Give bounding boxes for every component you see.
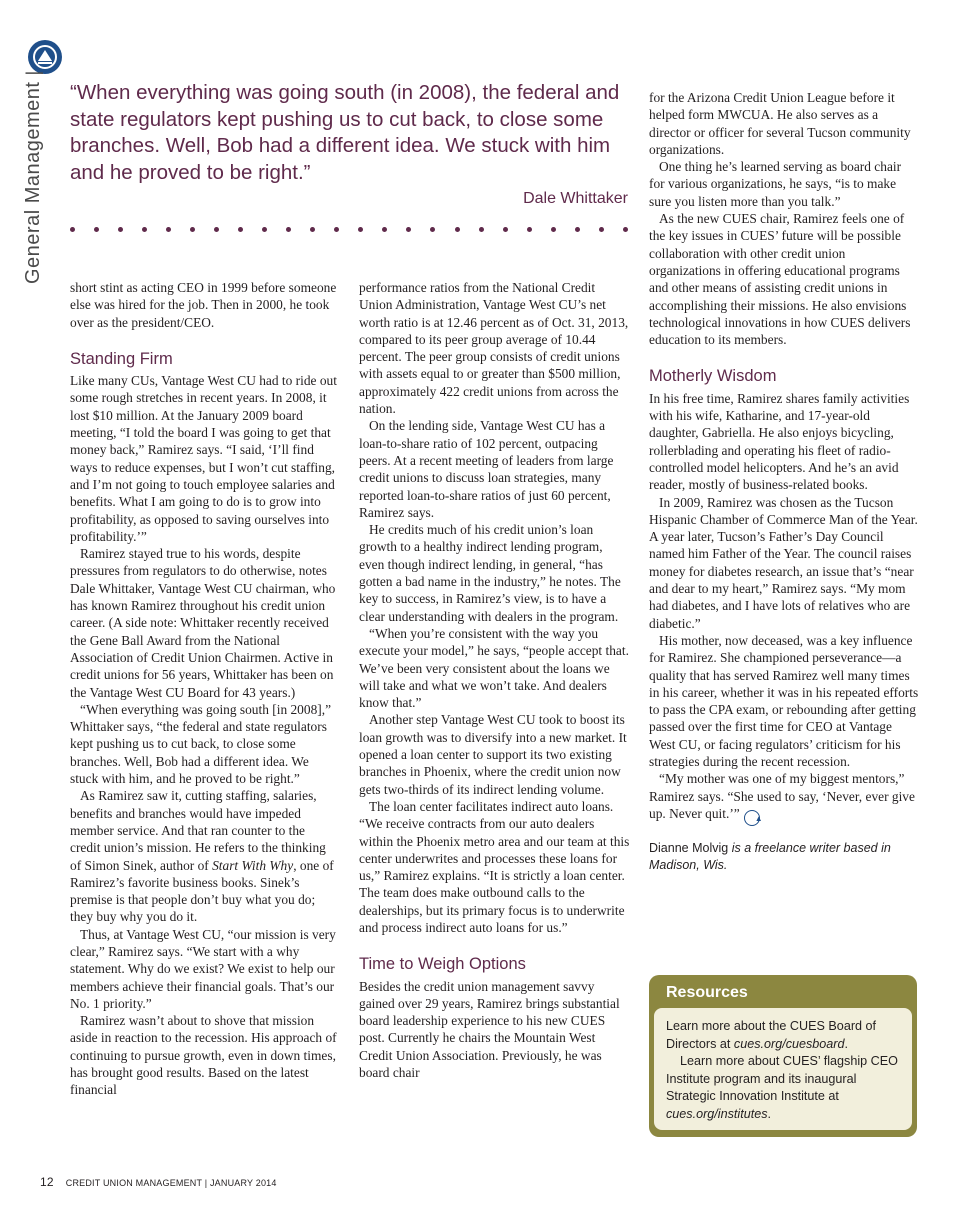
divider-dot: [118, 227, 123, 232]
resources-body: [654, 1008, 912, 1130]
paragraph: As Ramirez saw it, cutting staffing, salaries, benefits and branches would have impeded member service. And that ran counter to the credit union’s mission. He refers to the thinking of Simon Sinek, author of Start With Why, one of Ramirez’s favorite business books. Sinek’s premise is that people don’t buy what you do; they buy why you do it.: [70, 788, 334, 925]
cues-end-mark-icon: ▲: [744, 810, 760, 826]
paragraph: The loan center facilitates indirect auto loans. “We receive contracts from our auto dealers within the Phoenix metro area and our team at this center underwrites and processes these loans for us,” Ramirez explains. “It is strictly a loan center. The team does make outbound calls to the dealerships, but its primary focus is to underwrite and process indirect auto loans for us.”: [359, 798, 630, 935]
paragraph: One thing he’s learned serving as board chair for various organizations, he says, “is to make sure you listen more than you talk.”: [649, 159, 902, 209]
paragraph: “My mother was one of my biggest mentors,” Ramirez says. “She used to say, ‘Never, ever give up. Never quit.’” ▲: [649, 770, 919, 826]
author-name: Dianne Molvig: [649, 840, 729, 855]
article-column-3: [649, 89, 919, 874]
paragraph: short stint as acting CEO in 1999 before someone else was hired for the job. Then in 2000, he took over as the president/CEO.: [70, 280, 337, 330]
divider-dot: [382, 227, 387, 232]
issue-date: JANUARY 2014: [209, 1178, 277, 1188]
divider-dot: [503, 227, 508, 232]
paragraph: His mother, now deceased, was a key influence for Ramirez. She championed perseverance—a quality that has served Ramirez well many times in his career, whether it was in his repeated efforts to pass the CPA exam, or rebounding after getting passed over the first time for CEO at Vantage West CU, or facing regulators’ criticism for his strategies during the recent recession.: [649, 632, 919, 769]
divider-dot: [575, 227, 580, 232]
page-footer: [40, 1175, 277, 1189]
resources-title: Resources: [666, 984, 748, 1001]
divider-dot: [142, 227, 147, 232]
resources-box: [649, 975, 917, 1137]
divider-dot: [94, 227, 99, 232]
paragraph: Ramirez stayed true to his words, despite pressures from regulators to do otherwise, notes Dale Whittaker, Vantage West CU chairman, who has known Ramirez throughout his credit union career. (A side note: Whittaker recently received the Gene Ball Award from the National Association of Credit Union Chairmen. Active in credit unions for 56 years, Whittaker has been on the Vantage West CU Board for 43 years.): [70, 546, 336, 700]
publication-name: CREDIT UNION MANAGEMENT: [65, 1178, 203, 1188]
divider-dot: [262, 227, 267, 232]
cuesboard-link[interactable]: cues.org/cuesboard: [733, 1036, 845, 1051]
pull-quote-attribution: Dale Whittaker: [523, 190, 628, 207]
paragraph: In his free time, Ramirez shares family activities with his wife, Katharine, and 17-year-old daughter, Gabriella. He also enjoys bicycling, rollerblading and operating his fleet of radio-controlled model helicopters. And he’s an avid reader, mostly of business-related books.: [649, 390, 910, 493]
paragraph: Another step Vantage West CU took to boost its loan growth was to diversify into a new market. It opened a loan center to support its two existing branches in Phoenix, where the credit union now gets two-thirds of its indirect lending volume.: [359, 712, 627, 797]
paragraph: In 2009, Ramirez was chosen as the Tucson Hispanic Chamber of Commerce Man of the Year. A year later, Tucson’s Father’s Day Council named him Father of the Year. The council raises money for diabetes research, an issue that’s “near and dear to my heart,” Ramirez says. “My mom had diabetes, and I have lots of relatives who are diabetic.”: [649, 494, 918, 631]
page-number: 12: [40, 1175, 54, 1189]
subheading-standing-firm: Standing Firm: [70, 349, 173, 368]
pull-quote-text: “When everything was going south (in 2008), the federal and state regulators kept pushing us to cut back, to close some branches. Well, Bob had a different idea. We stuck with him and he proved to be right.”: [70, 81, 620, 184]
article-column-1: [70, 279, 338, 1099]
paragraph: Ramirez wasn’t about to shove that mission aside in reaction to the recession. His approach of continuing to pursue growth, even in down times, has brought good results. Based on the latest financial: [70, 1013, 337, 1098]
institutes-link[interactable]: cues.org/institutes: [666, 1106, 768, 1121]
paragraph: Thus, at Vantage West CU, “our mission is very clear,” Ramirez says. “We start with a why statement. Why do we exist? We exist to help our members achieve their financial goals. That’s our No. 1 priority.”: [70, 926, 336, 1011]
divider-dot: [455, 227, 460, 232]
divider-dot: [527, 227, 532, 232]
book-title: Start With Why: [212, 857, 294, 873]
divider-dot: [214, 227, 219, 232]
paragraph: “When you’re consistent with the way you execute your model,” he says, “people accept that. We’ve been very consistent about the loans we will take and what we won’t take. And dealers know that.”: [359, 625, 629, 711]
divider-dot: [358, 227, 363, 232]
divider-dot: [238, 227, 243, 232]
divider-dot: [166, 227, 171, 232]
paragraph: for the Arizona Credit Union League before it helped form MWCUA. He also serves as a director or officer for several Tucson community organizations.: [649, 90, 911, 157]
paragraph: As the new CUES chair, Ramirez feels one of the key issues in CUES’ future will be possible collaboration with other credit union organizations in offering educational programs and other means of assisting credit unions in accomplishing their missions. He also envisions technological innovations in how CUES delivers education to its members.: [649, 211, 911, 348]
subheading-motherly-wisdom: Motherly Wisdom: [649, 367, 777, 386]
divider-dot: [70, 227, 75, 232]
article-column-2: [359, 279, 631, 1081]
divider-dot: [310, 227, 315, 232]
paragraph: performance ratios from the National Credit Union Administration, Vantage West CU’s net worth ratio is at 12.46 percent as of Oct. 31, 2013, compared to its peer group average of 10.44 percent. The peer group consists of credit unions with assets equal to or greater than $500 million, approximately 422 credit unions from across the nation.: [359, 280, 629, 417]
author-byline: [649, 840, 919, 874]
pull-quote: [70, 80, 628, 186]
divider-dot: [551, 227, 556, 232]
paragraph: He credits much of his credit union’s loan growth to a healthy indirect lending program, even though indirect lending, in general, “has gotten a bad name in the industry,” he notes. The key to success, in Ramirez’s view, is to have a clear understanding with dealers in the program.: [359, 522, 621, 624]
subheading-time-to-weigh-options: Time to Weigh Options: [359, 955, 526, 974]
divider-dot: [479, 227, 484, 232]
divider-dot: [430, 227, 435, 232]
author-description: is a freelance writer based in Madison, Wis.: [649, 840, 891, 872]
divider-dot: [190, 227, 195, 232]
divider-dot: [623, 227, 628, 232]
dotted-divider: [70, 225, 628, 233]
footer-separator: |: [204, 1178, 208, 1188]
divider-dot: [599, 227, 604, 232]
resources-item: Learn more about the CUES Board of Directors at cues.org/cuesboard.: [666, 1019, 877, 1051]
paragraph: Besides the credit union management savvy gained over 29 years, Ramirez brings substantial board leadership experience to his new CUES post. Currently he chairs the Mountain West Credit Union Association. Previously, he was board chair: [359, 978, 620, 1081]
divider-dot: [334, 227, 339, 232]
divider-dot: [406, 227, 411, 232]
paragraph: “When everything was going south [in 2008],” Whittaker says, “the federal and state regulators kept pushing us to cut back, to close some branches. Well, Bob had a different idea. We stuck with him, and he proved to be right.”: [70, 701, 332, 787]
paragraph: On the lending side, Vantage West CU has a loan-to-share ratio of 102 percent, outpacing peers. At a recent meeting of leaders from large credit unions to discuss loan strategies, many reported loan-to-share ratios of just 60 percent, Ramirez says.: [359, 418, 614, 520]
section-label: General Management |: [22, 70, 44, 284]
divider-dot: [286, 227, 291, 232]
resources-item: Learn more about CUES’ flagship CEO Institute program and its inaugural Strategic Innovation Institute at cues.org/institutes.: [666, 1054, 898, 1121]
paragraph: Like many CUs, Vantage West CU had to ride out some rough stretches in recent years. In 2008, it lost $10 million. At the January 2009 board meeting, “I told the board I was going to get that money back,” Ramirez says. “I said, ‘I’ll find ways to reduce expenses, but I won’t cut staffing, and I’m not going to touch employee salaries and benefits. What I am going to do is to grow into profitability, as opposed to saving ourselves into profitability.’”: [70, 373, 337, 544]
